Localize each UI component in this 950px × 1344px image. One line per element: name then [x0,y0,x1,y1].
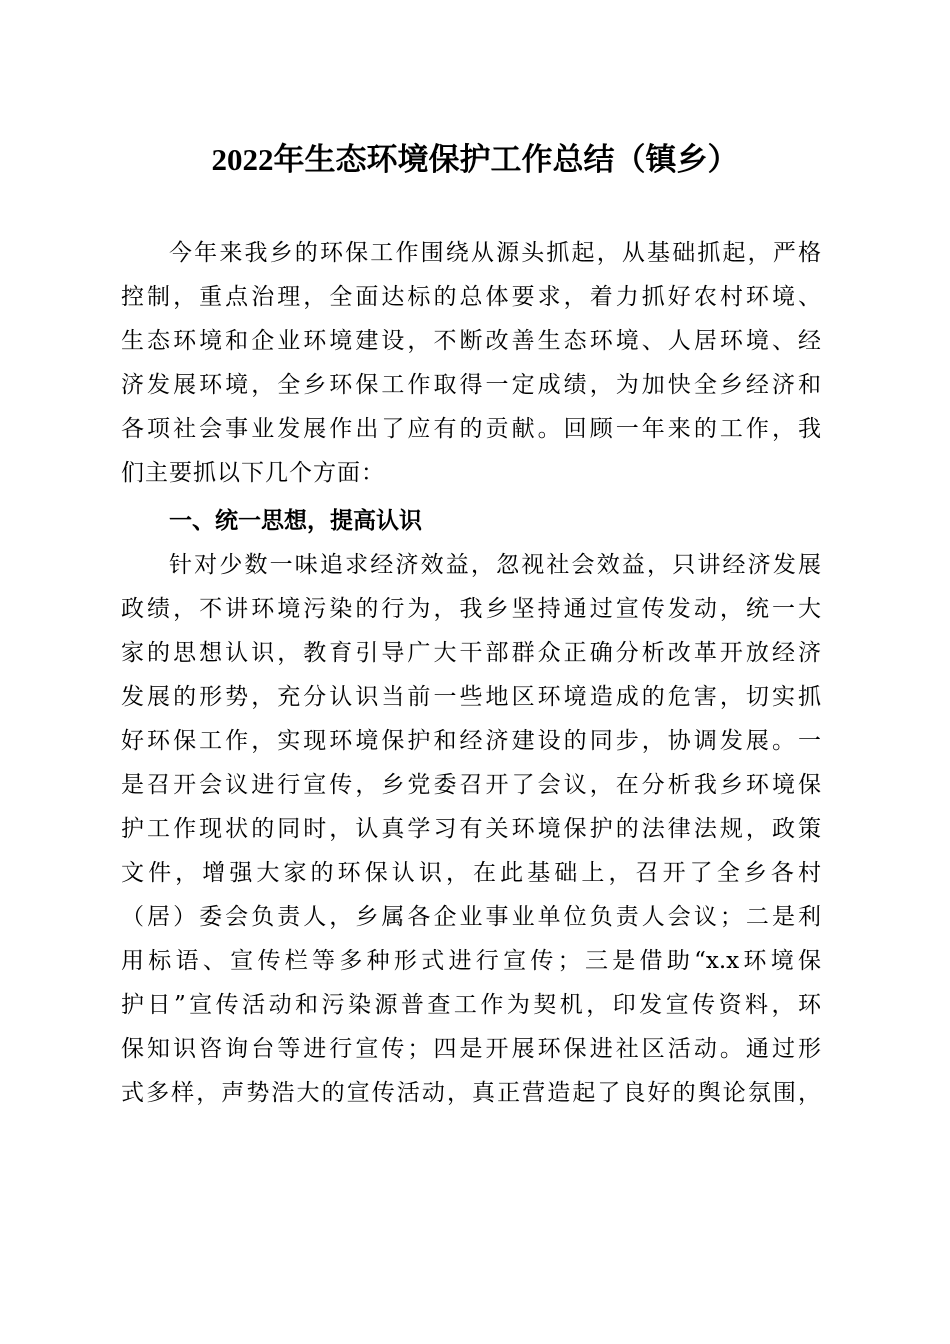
paragraph-line: 控制，重点治理，全面达标的总体要求，着力抓好农村环境、 [121,284,821,310]
paragraph-line: 家的思想认识，教育引导广大干部群众正确分析改革开放经济 [121,640,821,666]
paragraph-line: （居）委会负责人，乡属各企业事业单位负责人会议；二是利 [121,904,821,930]
paragraph-line: 保知识咨询台等进行宣传；四是开展环保进社区活动。通过形 [121,1036,821,1062]
paragraph-line: 发展的形势，充分认识当前一些地区环境造成的危害，切实抓 [121,684,821,710]
paragraph-line: 生态环境和企业环境建设，不断改善生态环境、人居环境、经 [121,328,821,354]
paragraph-line: 针对少数一味追求经济效益，忽视社会效益，只讲经济发展 [169,552,821,578]
paragraph-line: 政绩，不讲环境污染的行为，我乡坚持通过宣传发动，统一大 [121,596,821,622]
document-title: 2022年生态环境保护工作总结（镇乡） [211,142,739,177]
paragraph-line: 是召开会议进行宣传，乡党委召开了会议，在分析我乡环境保 [121,772,821,798]
paragraph-line: 济发展环境，全乡环保工作取得一定成绩，为加快全乡经济和 [121,372,821,398]
paragraph-line: 护日”宣传活动和污染源普查工作为契机，印发宣传资料，环 [121,992,821,1018]
paragraph-line: 今年来我乡的环保工作围绕从源头抓起，从基础抓起，严格 [169,240,821,266]
paragraph-line: 好环保工作，实现环境保护和经济建设的同步，协调发展。一 [121,728,821,754]
paragraph-line: 文件，增强大家的环保认识，在此基础上，召开了全乡各村 [121,860,821,886]
section-heading: 一、统一思想，提高认识 [169,508,422,534]
paragraph-line: 护工作现状的同时，认真学习有关环境保护的法律法规，政策 [121,816,821,842]
paragraph-line: 们主要抓以下几个方面： [121,460,385,486]
paragraph-line: 各项社会事业发展作出了应有的贡献。回顾一年来的工作，我 [121,416,821,442]
paragraph-line: 用标语、宣传栏等多种形式进行宣传；三是借助“x.x环境保 [121,948,821,974]
paragraph-line: 式多样，声势浩大的宣传活动，真正营造起了良好的舆论氛围， [121,1080,821,1106]
